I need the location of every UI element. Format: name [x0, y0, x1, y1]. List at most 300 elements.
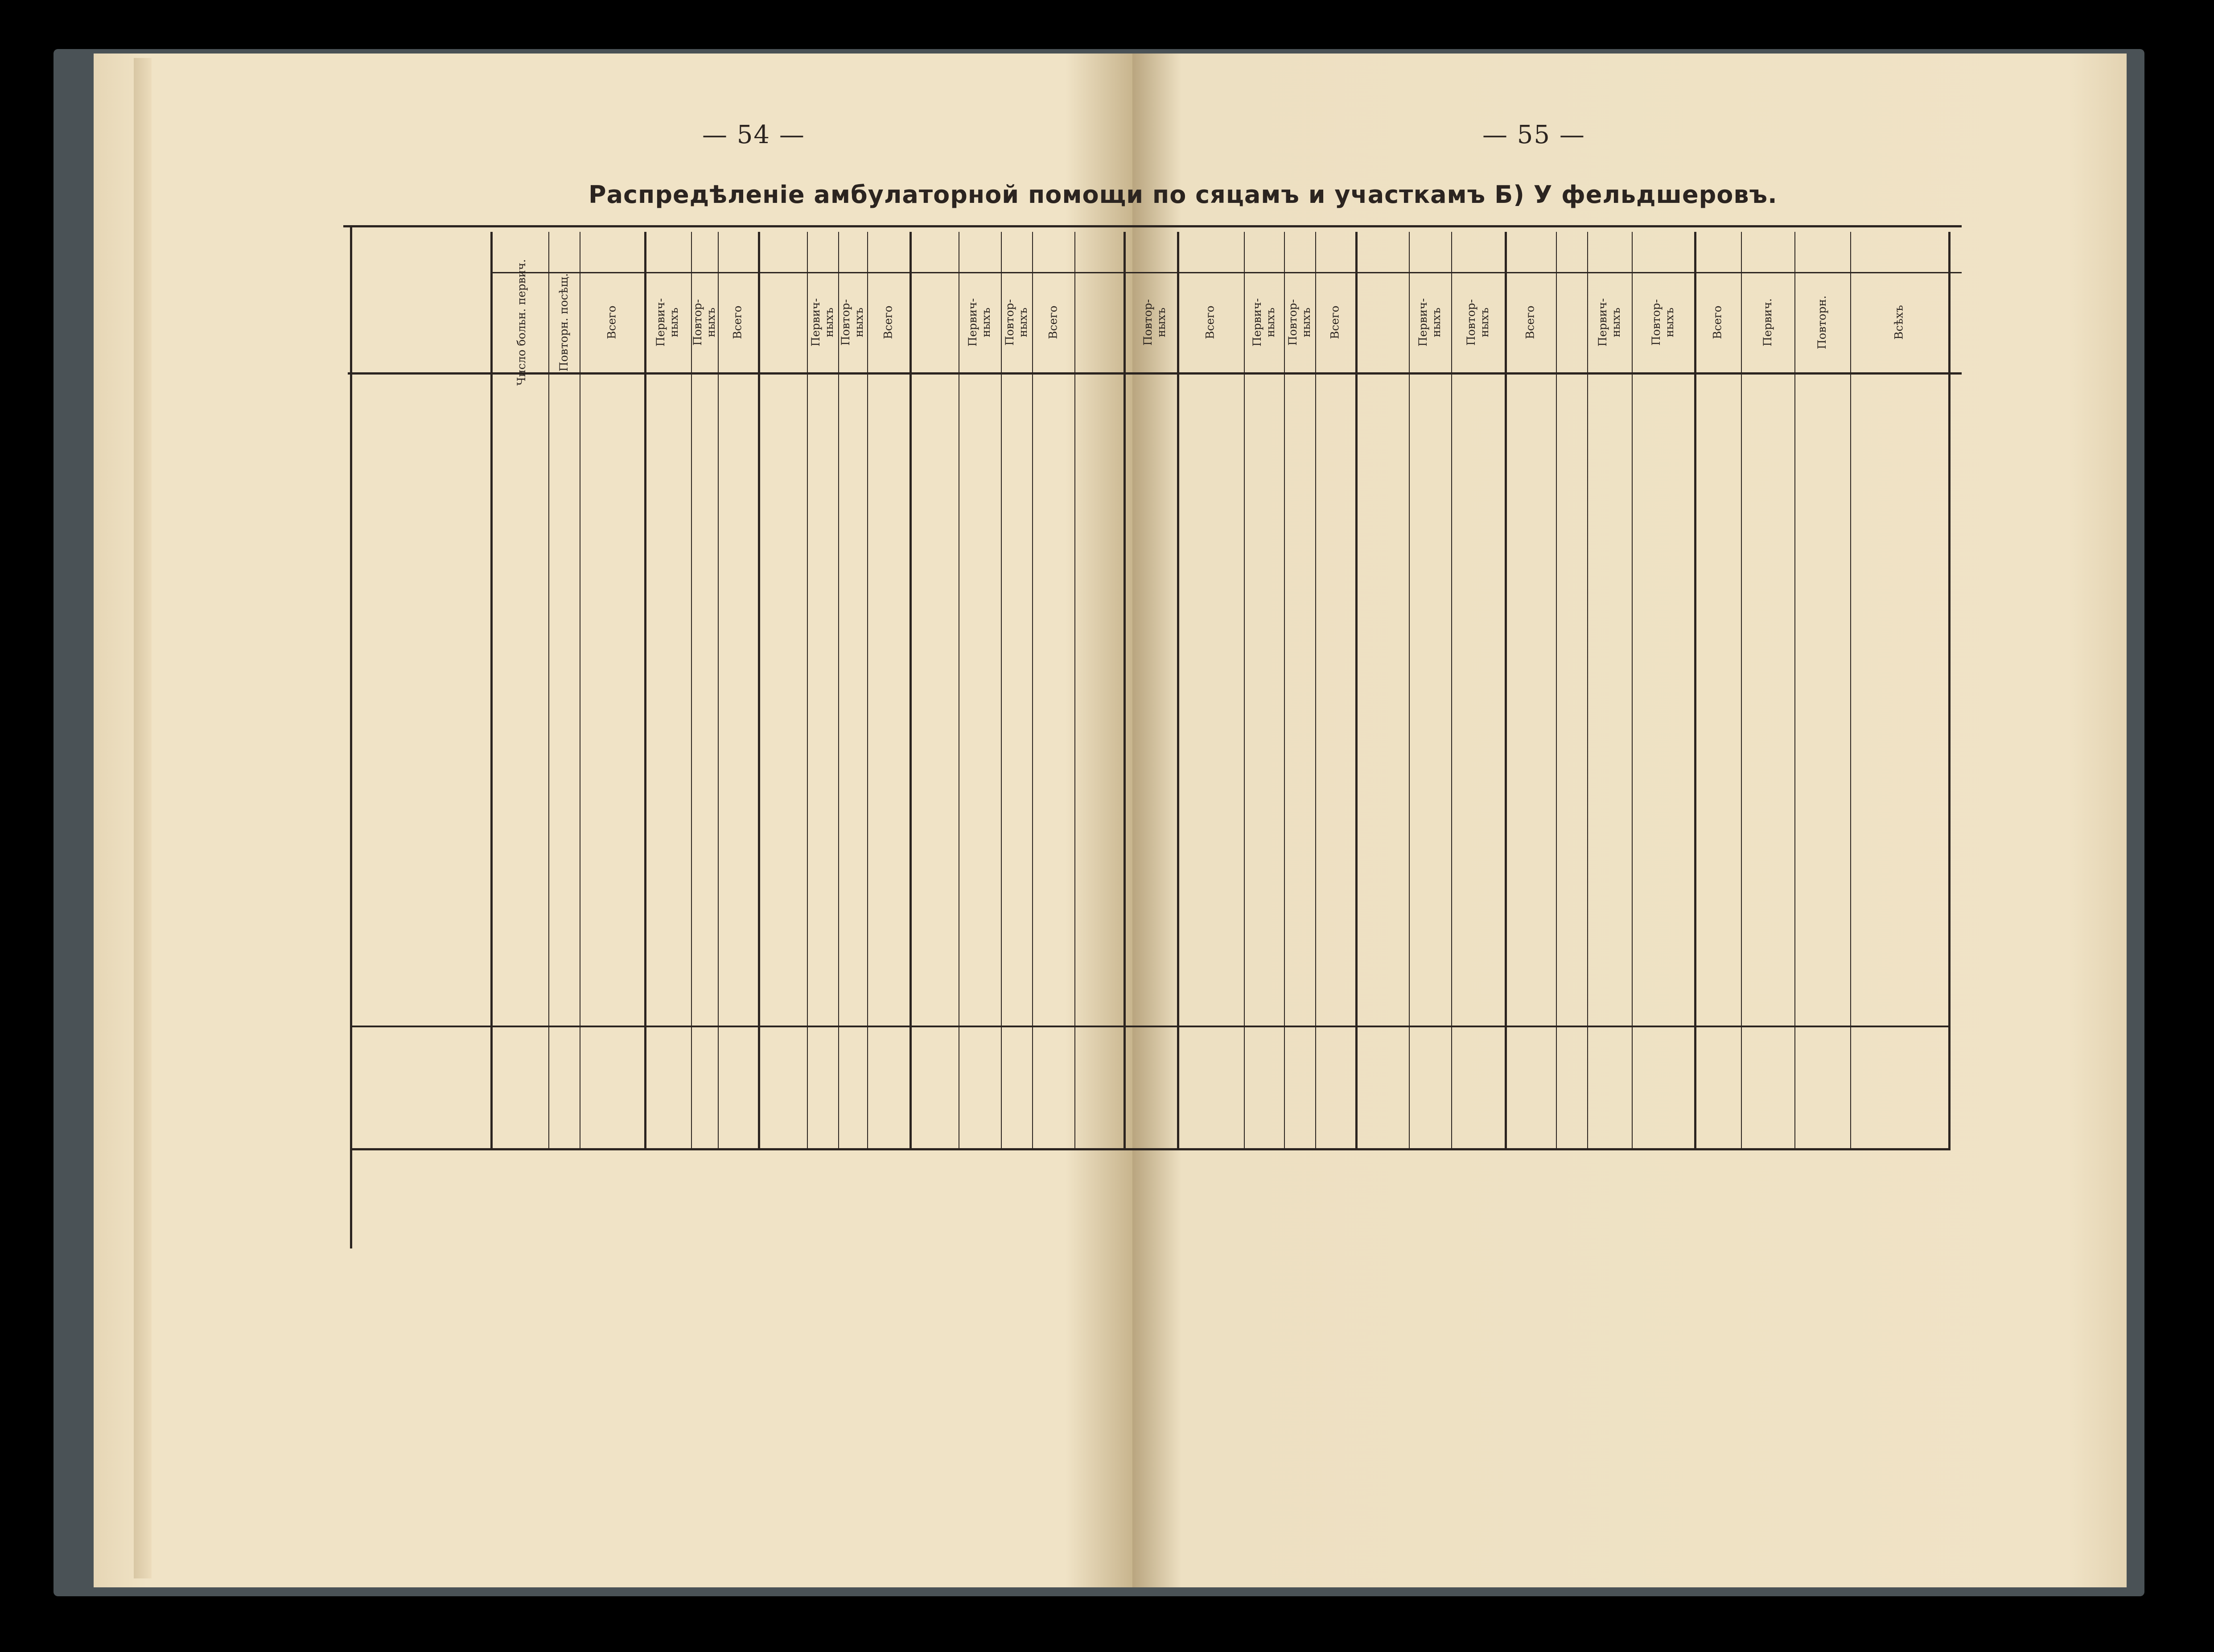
table-cell — [1190, 607, 1239, 643]
table-cell — [499, 704, 544, 739]
table-cell — [651, 752, 691, 787]
table-cell — [586, 800, 644, 836]
table-cell — [1059, 896, 1088, 932]
table-cell — [499, 463, 544, 498]
sub-header — [1741, 274, 1794, 370]
total-cell — [546, 1075, 577, 1110]
table-cell — [1556, 800, 1587, 836]
month-label — [357, 848, 486, 884]
table-cell — [1360, 896, 1404, 932]
table-cell — [1409, 896, 1451, 932]
table-cell — [1663, 655, 1716, 691]
table-cell — [1663, 463, 1716, 498]
sub-header — [867, 274, 909, 370]
table-cell — [1518, 848, 1556, 884]
table-cell — [1734, 800, 1790, 836]
table-cell — [1360, 944, 1404, 980]
table-cell — [1086, 415, 1123, 450]
table-cell — [1456, 704, 1505, 739]
table-cell — [1242, 559, 1282, 595]
table-cell — [499, 752, 544, 787]
table-cell — [546, 559, 577, 595]
table-cell — [1190, 655, 1239, 691]
table-cell — [1456, 944, 1505, 980]
sub-header-label: Первич- ныхъ — [809, 298, 836, 346]
total-cell — [1556, 1075, 1587, 1110]
rule-top — [343, 225, 1962, 227]
sub-header — [644, 274, 691, 370]
table-cell — [1315, 511, 1353, 547]
sub-header — [1794, 274, 1850, 370]
total-cell — [1284, 1075, 1313, 1110]
table-cell — [1556, 415, 1587, 450]
column-rule — [1074, 232, 1075, 1150]
table-cell — [1518, 704, 1556, 739]
table-cell — [1086, 511, 1123, 547]
table-cell — [1059, 848, 1088, 884]
table-cell — [1012, 752, 1057, 787]
table-cell — [1518, 800, 1556, 836]
table-cell — [689, 800, 716, 836]
table-cell — [716, 800, 756, 836]
sub-header-label: Первич- ныхъ — [1596, 298, 1623, 346]
table-cell — [1734, 463, 1790, 498]
table-cell — [1086, 752, 1123, 787]
table-cell — [546, 607, 577, 643]
table-cell — [1663, 559, 1716, 595]
table-cell — [651, 800, 691, 836]
month-label — [357, 800, 486, 836]
table-cell — [1242, 752, 1282, 787]
table-cell — [1663, 848, 1716, 884]
table-cell — [1794, 704, 1844, 739]
table-cell — [1315, 800, 1353, 836]
table-cell — [1409, 415, 1451, 450]
table-cell — [1190, 415, 1239, 450]
table-cell — [689, 752, 716, 787]
table-cell — [1794, 511, 1844, 547]
table-cell — [1128, 559, 1159, 595]
table-cell — [1518, 559, 1556, 595]
sub-header-label: Всего — [881, 305, 895, 339]
table-cell — [716, 848, 756, 884]
sub-header-label: Всего — [1203, 305, 1217, 339]
page-number-left: — 54 — — [702, 120, 805, 149]
group-header — [1132, 232, 1244, 272]
sub-header-label: Повтор- ныхъ — [1464, 299, 1491, 346]
sub-header-label: Повтор- ныхъ — [839, 299, 866, 346]
table-cell — [689, 463, 716, 498]
month-label — [357, 607, 486, 643]
total-cell — [1409, 1075, 1451, 1110]
sub-header — [718, 274, 758, 370]
table-cell — [1128, 511, 1159, 547]
sub-header — [1032, 274, 1074, 370]
table-cell — [1360, 607, 1404, 643]
table-cell — [1456, 511, 1505, 547]
table-cell — [1360, 800, 1404, 836]
table-cell — [1556, 704, 1587, 739]
table-cell — [1284, 800, 1313, 836]
sub-header-label: Повторн. посѣщ. — [557, 273, 571, 371]
total-cell — [1456, 1075, 1505, 1110]
table-cell — [651, 463, 691, 498]
month-label — [357, 415, 486, 450]
column-rule — [758, 232, 760, 1150]
table-cell — [586, 704, 644, 739]
table-cell — [1059, 511, 1088, 547]
table-cell — [1284, 607, 1313, 643]
sub-header — [1132, 274, 1177, 370]
table-cell — [1556, 896, 1587, 932]
table-cell — [1794, 800, 1844, 836]
table-cell — [1518, 463, 1556, 498]
table-cell — [716, 559, 756, 595]
table-cell — [1734, 607, 1790, 643]
table-cell — [1190, 463, 1239, 498]
table-cell — [1284, 511, 1313, 547]
table-cell — [546, 752, 577, 787]
table-cell — [716, 607, 756, 643]
table-cell — [1409, 944, 1451, 980]
group-header — [1741, 232, 1948, 272]
sub-header-label: Повтор- ныхъ — [1003, 299, 1030, 346]
table-cell — [586, 752, 644, 787]
group-header — [1587, 232, 1694, 272]
total-cell — [586, 1075, 644, 1110]
table-cell — [1284, 704, 1313, 739]
sub-header-label: Всего — [1328, 305, 1342, 339]
total-cell — [1360, 1075, 1404, 1110]
table-cell — [1592, 704, 1630, 739]
table-cell — [651, 415, 691, 450]
sub-header — [580, 274, 644, 370]
table-cell — [1592, 944, 1630, 980]
table-cell — [1315, 607, 1353, 643]
table-cell — [716, 655, 756, 691]
table-cell — [1456, 463, 1505, 498]
table-cell — [716, 415, 756, 450]
table-cell — [1456, 559, 1505, 595]
sub-header-label: Первич- ныхъ — [966, 298, 993, 346]
table-cell — [716, 463, 756, 498]
table-cell — [1734, 704, 1790, 739]
table-cell — [1518, 415, 1556, 450]
total-cell — [1086, 1075, 1123, 1110]
table-cell — [1409, 511, 1451, 547]
table-cell — [1556, 463, 1587, 498]
table-cell — [1734, 559, 1790, 595]
sub-header — [1284, 274, 1315, 370]
sub-header — [1587, 274, 1632, 370]
sub-header-label: Всего — [605, 305, 618, 339]
table-cell — [1242, 607, 1282, 643]
table-cell — [1190, 896, 1239, 932]
month-label — [357, 944, 486, 980]
table-cell — [1012, 415, 1057, 450]
table-cell — [1734, 848, 1790, 884]
table-cell — [1012, 800, 1057, 836]
table-cell — [1128, 415, 1159, 450]
table-cell — [546, 848, 577, 884]
sub-header-label: Первич- ныхъ — [654, 298, 681, 346]
table-cell — [586, 944, 644, 980]
group-header — [1244, 232, 1409, 272]
table-cell — [1128, 704, 1159, 739]
sub-header — [959, 274, 1001, 370]
table-cell — [1794, 752, 1844, 787]
table-cell — [1794, 655, 1844, 691]
table-cell — [1360, 848, 1404, 884]
table-cell — [1284, 559, 1313, 595]
column-rule — [1123, 232, 1126, 1150]
column-rule — [1355, 232, 1358, 1150]
table-cell — [1518, 607, 1556, 643]
table-cell — [1592, 896, 1630, 932]
table-cell — [1592, 752, 1630, 787]
table-cell — [1518, 655, 1556, 691]
table-cell — [1128, 896, 1159, 932]
page-number-right: — 55 — — [1482, 120, 1585, 149]
month-label — [357, 704, 486, 739]
table-cell — [689, 944, 716, 980]
total-cell — [1242, 1075, 1282, 1110]
table-cell — [1518, 896, 1556, 932]
total-cell — [1128, 1075, 1159, 1110]
table-cell — [1315, 415, 1353, 450]
total-cell — [1794, 1075, 1844, 1110]
sub-header — [1694, 274, 1741, 370]
table-cell — [1315, 944, 1353, 980]
table-cell — [689, 511, 716, 547]
total-cell — [499, 1075, 544, 1110]
table-cell — [1360, 415, 1404, 450]
table-cell — [1592, 463, 1630, 498]
total-cell — [651, 1075, 691, 1110]
table-cell — [651, 655, 691, 691]
rule-sub — [348, 372, 1962, 375]
table-cell — [1284, 848, 1313, 884]
total-cell — [1663, 1075, 1716, 1110]
table-cell — [499, 848, 544, 884]
table-cell — [1284, 896, 1313, 932]
table-cell — [1592, 607, 1630, 643]
table-cell — [689, 559, 716, 595]
table-cell — [1242, 463, 1282, 498]
table-cell — [499, 607, 544, 643]
table-cell — [1059, 800, 1088, 836]
table-cell — [716, 511, 756, 547]
month-label — [357, 896, 486, 932]
sub-header-label: Повтор- ныхъ — [1286, 299, 1313, 346]
table-cell — [1556, 511, 1587, 547]
table-cell — [1190, 704, 1239, 739]
group-header — [644, 232, 758, 272]
table-cell — [1242, 800, 1282, 836]
table-cell — [1012, 896, 1057, 932]
table-cell — [586, 896, 644, 932]
table-cell — [1284, 752, 1313, 787]
table-cell — [1556, 944, 1587, 980]
table-cell — [1360, 655, 1404, 691]
table-cell — [1734, 655, 1790, 691]
table-cell — [1128, 752, 1159, 787]
table-cell — [1012, 511, 1057, 547]
table-cell — [586, 511, 644, 547]
sub-header-label: Всѣхъ — [1893, 305, 1905, 340]
table-cell — [499, 415, 544, 450]
sub-header-label: Первич- ныхъ — [1251, 298, 1277, 346]
table-cell — [1059, 559, 1088, 595]
table-cell — [1456, 607, 1505, 643]
table-cell — [1086, 655, 1123, 691]
sub-header-label: Первич- ныхъ — [1416, 298, 1443, 346]
table-cell — [1059, 415, 1088, 450]
sub-header — [1315, 274, 1355, 370]
table-cell — [1409, 655, 1451, 691]
sub-header — [807, 274, 838, 370]
column-rule — [909, 232, 912, 1150]
table-cell — [651, 896, 691, 932]
table-cell — [689, 607, 716, 643]
table-cell — [1086, 896, 1123, 932]
sub-header — [1244, 274, 1284, 370]
table-cell — [1592, 511, 1630, 547]
table-cell — [1556, 655, 1587, 691]
table-cell — [1663, 704, 1716, 739]
table-cell — [1315, 848, 1353, 884]
sub-header-label: Всего — [731, 305, 744, 339]
table-cell — [651, 511, 691, 547]
table-cell — [1518, 752, 1556, 787]
table-cell — [1315, 463, 1353, 498]
table-cell — [1128, 463, 1159, 498]
table-cell — [1242, 704, 1282, 739]
table-cell — [1086, 944, 1123, 980]
table-cell — [1663, 800, 1716, 836]
table-cell — [1086, 559, 1123, 595]
table-cell — [1456, 848, 1505, 884]
group-header — [1409, 232, 1556, 272]
sub-header — [1409, 274, 1451, 370]
sub-header — [1505, 274, 1556, 370]
total-cell — [1059, 1075, 1088, 1110]
table-cell — [1012, 655, 1057, 691]
table-cell — [651, 607, 691, 643]
table-cell — [1592, 800, 1630, 836]
table-cell — [499, 655, 544, 691]
table-cell — [689, 896, 716, 932]
table-cell — [1012, 848, 1057, 884]
table-cell — [1128, 848, 1159, 884]
table-cell — [1592, 848, 1630, 884]
table-cell — [1190, 848, 1239, 884]
table-cell — [1086, 607, 1123, 643]
sub-header — [838, 274, 867, 370]
table-cell — [1128, 655, 1159, 691]
table-cell — [1734, 511, 1790, 547]
table-cell — [546, 511, 577, 547]
table-cell — [1794, 896, 1844, 932]
table-cell — [499, 896, 544, 932]
table-cell — [1190, 800, 1239, 836]
total-cell — [1734, 1075, 1790, 1110]
table-cell — [1190, 511, 1239, 547]
table-cell — [1242, 944, 1282, 980]
table-cell — [1556, 559, 1587, 595]
table-cell — [1315, 704, 1353, 739]
table-cell — [1059, 704, 1088, 739]
table-cell — [1409, 752, 1451, 787]
sub-header — [1177, 274, 1244, 370]
rule-totals-end — [352, 1148, 1948, 1150]
sub-header-label: Повтор- ныхъ — [1141, 299, 1168, 346]
table-cell — [1592, 559, 1630, 595]
table-cell — [1734, 896, 1790, 932]
table-cell — [586, 559, 644, 595]
table-cell — [1663, 511, 1716, 547]
table-cell — [716, 944, 756, 980]
table-cell — [1663, 607, 1716, 643]
table-cell — [499, 800, 544, 836]
table-cell — [1409, 800, 1451, 836]
table-cell — [1360, 752, 1404, 787]
table-cell — [1242, 511, 1282, 547]
table-cell — [1409, 848, 1451, 884]
table-cell — [1284, 944, 1313, 980]
table-cell — [689, 704, 716, 739]
table-cell — [546, 896, 577, 932]
table-cell — [1059, 607, 1088, 643]
column-rule — [1948, 232, 1951, 1150]
table-cell — [586, 655, 644, 691]
sub-header-label: Первич. — [1761, 298, 1774, 346]
table-cell — [1315, 655, 1353, 691]
table-cell — [586, 607, 644, 643]
table-cell — [1086, 463, 1123, 498]
sub-header — [548, 274, 580, 370]
table-cell — [1794, 559, 1844, 595]
sub-header-label: Повтор- ныхъ — [1649, 299, 1676, 346]
group-header — [807, 232, 959, 272]
table-cell — [1059, 752, 1088, 787]
total-cell — [1012, 1075, 1057, 1110]
table-cell — [1315, 752, 1353, 787]
table-cell — [1456, 896, 1505, 932]
table-cell — [1360, 559, 1404, 595]
table-cell — [1242, 848, 1282, 884]
table-cell — [1284, 655, 1313, 691]
table-cell — [546, 463, 577, 498]
table-cell — [1012, 559, 1057, 595]
table-cell — [1592, 415, 1630, 450]
month-label — [357, 463, 486, 498]
sub-header — [1850, 274, 1948, 370]
table-cell — [1284, 415, 1313, 450]
table-cell — [1086, 848, 1123, 884]
sub-header-label: Повтор- ныхъ — [691, 299, 718, 346]
table-cell — [546, 944, 577, 980]
table-cell — [499, 511, 544, 547]
table-cell — [1190, 944, 1239, 980]
table-cell — [1242, 896, 1282, 932]
table-cell — [1663, 752, 1716, 787]
table-cell — [1456, 415, 1505, 450]
group-header — [959, 232, 1123, 272]
sub-header-label: Всего — [1046, 305, 1060, 339]
table-cell — [1086, 800, 1123, 836]
table-cell — [651, 704, 691, 739]
